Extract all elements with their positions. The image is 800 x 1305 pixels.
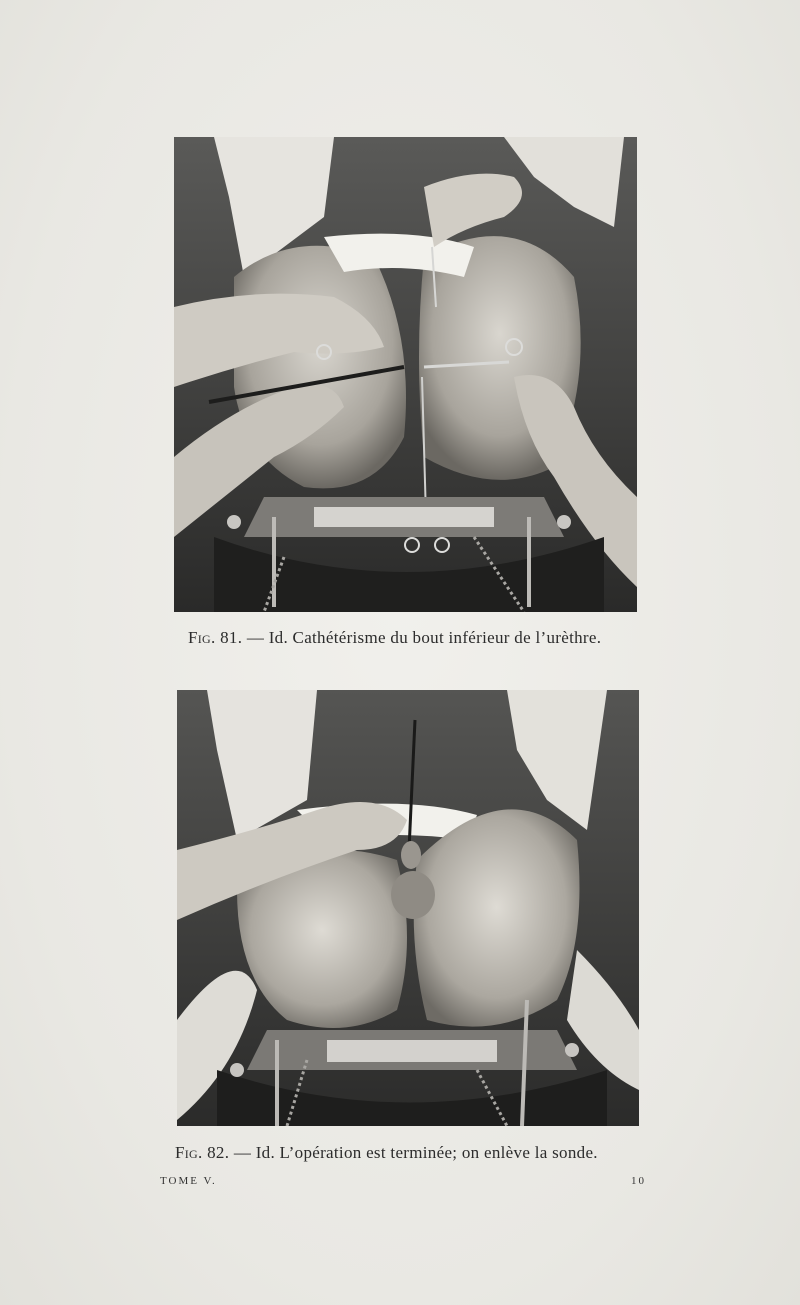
- figure-81-caption: [188, 628, 601, 648]
- figure-81-photograph: [174, 137, 637, 612]
- figure-82-caption-text: — Id. L’opération est terminée; on enlève la sonde.: [233, 1143, 598, 1162]
- running-title: TOME V.: [160, 1175, 217, 1187]
- figure-82-label: Fig. 82.: [175, 1143, 230, 1162]
- figure-82-caption: [175, 1143, 598, 1163]
- figure-82-photo-drawing: [177, 690, 639, 1126]
- figure-81-photo-drawing: [174, 137, 637, 612]
- figure-81-label: Fig. 81.: [188, 628, 243, 647]
- figure-81-caption-text: — Id. Cathétérisme du bout inférieur de l’urèthre.: [246, 628, 602, 647]
- figure-82-photograph: [177, 690, 639, 1126]
- page-number: 10: [631, 1175, 646, 1187]
